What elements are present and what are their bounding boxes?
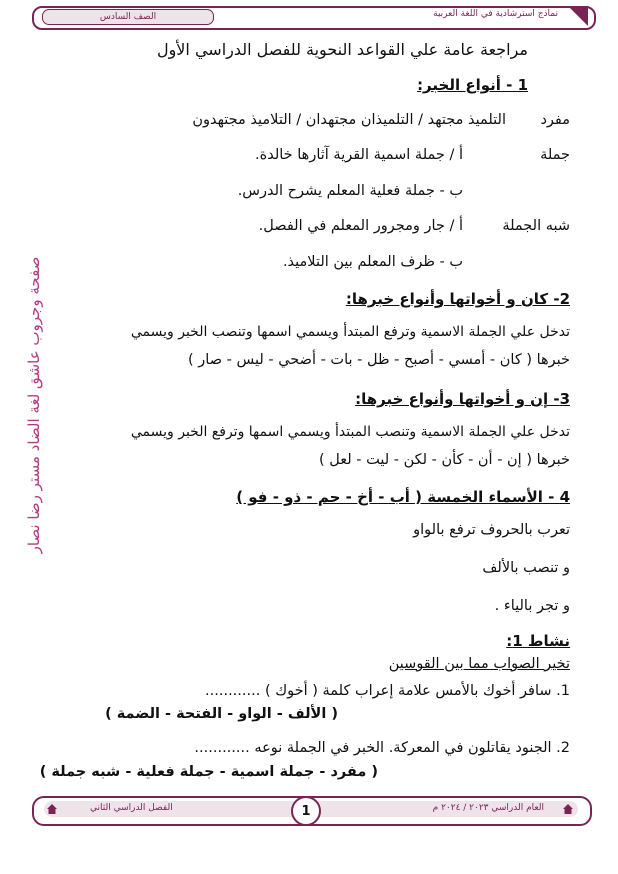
section4-line2: و تنصب بالألف bbox=[482, 560, 570, 576]
jumla-nominal: أ / جملة اسمية القرية آثارها خالدة. bbox=[255, 147, 463, 163]
section3-line1: تدخل علي الجملة الاسمية وتنصب المبتدأ ويسمي اسمها وترفع الخبر ويسمي bbox=[130, 424, 570, 440]
home-icon bbox=[46, 803, 58, 815]
home-icon bbox=[562, 803, 574, 815]
question-1: 1. سافر أخوك بالأمس علامة إعراب كلمة ( أخوك ) ............ bbox=[205, 683, 570, 699]
page-title: مراجعة عامة علي القواعد النحوية للفصل الدراسي الأول bbox=[156, 40, 528, 59]
activity-instruction: تخير الصواب مما بين القوسين bbox=[388, 656, 570, 672]
side-watermark: صفحة وجروب عاشق لغة الضاد مستر رضا نصار bbox=[25, 256, 43, 554]
section4-line1: تعرب بالحروف ترفع بالواو bbox=[413, 522, 570, 538]
shibh-prep: أ / جار ومجرور المعلم في الفصل. bbox=[258, 218, 463, 234]
grade-label: الصف السادس bbox=[99, 12, 157, 22]
section1-heading: 1 - أنواع الخبر: bbox=[417, 76, 528, 94]
shibh-adverb: ب - ظرف المعلم بين التلاميذ. bbox=[282, 254, 463, 270]
series-title: نماذج استرشادية في اللغة العربية bbox=[433, 9, 558, 19]
footer-term: الفصل الدراسي الثاني bbox=[90, 803, 173, 813]
question-2: 2. الجنود يقاتلون في المعركة. الخبر في الجملة نوعه ............ bbox=[194, 740, 570, 756]
mufrad-label: مفرد bbox=[540, 112, 570, 128]
page-number: 1 bbox=[291, 796, 321, 826]
section4-heading: 4 - الأسماء الخمسة ( أب - أخ - حم - ذو - فو ) bbox=[236, 488, 570, 506]
section4-line3: و تجر بالياء . bbox=[494, 598, 570, 614]
section3-line2: خبرها ( إن - أن - كأن - لكن - ليت - لعل ) bbox=[318, 452, 570, 468]
section2-line2: خبرها ( كان - أمسي - أصبح - ظل - بات - أضحي - ليس - صار ) bbox=[188, 352, 570, 368]
question-2-options: ( مفرد - جملة اسمية - جملة فعلية - شبه جملة ) bbox=[39, 764, 378, 780]
jumla-verbal: ب - جملة فعلية المعلم يشرح الدرس. bbox=[237, 183, 463, 199]
section2-line1: تدخل علي الجملة الاسمية وترفع المبتدأ ويسمي اسمها وتنصب الخبر ويسمي bbox=[130, 324, 570, 340]
corner-ornament-icon bbox=[566, 4, 590, 28]
activity-heading: نشاط 1: bbox=[506, 632, 570, 650]
question-1-options: ( الألف - الواو - الفتحة - الضمة ) bbox=[105, 706, 338, 722]
grade-badge bbox=[42, 9, 214, 25]
section2-heading: 2- كان و أخواتها وأنواع خبرها: bbox=[345, 290, 570, 308]
mufrad-examples: التلميذ مجتهد / التلميذان مجتهدان / التلاميذ مجتهدون bbox=[192, 112, 506, 128]
footer-year: العام الدراسي ٢٠٢٣ / ٢٠٢٤ م bbox=[432, 803, 544, 813]
jumla-label: جملة bbox=[540, 147, 570, 163]
section3-heading: 3- إن و أخواتها وأنواع خبرها: bbox=[355, 390, 570, 408]
shibh-label: شبه الجملة bbox=[502, 218, 570, 234]
